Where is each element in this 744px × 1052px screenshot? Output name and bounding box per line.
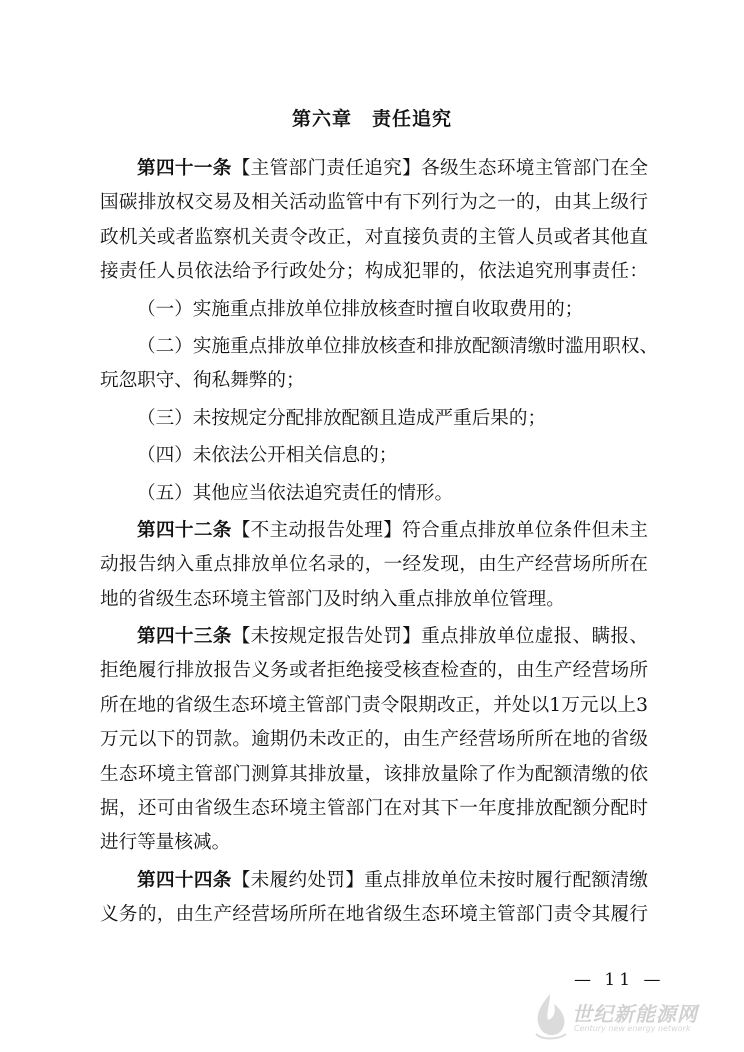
chapter-title: 责任追究 bbox=[372, 108, 453, 130]
text-line: 第 四 十 三 条 【 未 按 规 定 报 告 处 罚 】 重 点 排 放 单 位 虚 报 、 瞒 报 、 bbox=[137, 626, 648, 648]
text-line: 动 报 告 纳 入 重 点 排 放 单 位 名 录 的 ， 一 经 发 现 ， 由 生 产 经 营 场 所 所 在 bbox=[100, 554, 648, 576]
text-line: 万 元 以 下 的 罚 款 。 逾 期 仍 未 改 正 的 ， 由 生 产 经 营 场 所 所 在 地 的 省 级 bbox=[100, 729, 648, 751]
text-line: 生 态 环 境 主 管 部 门 测 算 其 排 放 量 ， 该 排 放 量 除 了 作 为 配 额 清 缴 的 依 bbox=[100, 763, 648, 785]
text-line: 据 ， 还 可 由 省 级 生 态 环 境 主 管 部 门 在 对 其 下 一 年 度 排 放 配 额 分 配 时 bbox=[100, 798, 648, 820]
text-line: 玩忽职守、徇私舞弊的； bbox=[100, 370, 305, 392]
text-line: （一）实施重点排放单位排放核查时擅自收取费用的； bbox=[137, 298, 584, 320]
watermark-subtitle: Century new energy network bbox=[574, 1024, 691, 1033]
text-line: 第 四 十 四 条 【 未 履 约 处 罚 】 重 点 排 放 单 位 未 按 时 履 行 配 额 清 缴 bbox=[137, 869, 648, 891]
text-line: 拒 绝 履 行 排 放 报 告 义 务 或 者 拒 绝 接 受 核 查 检 查 的 ， 由 生 产 经 营 场 所 bbox=[100, 660, 648, 682]
text-line: （五）其他应当依法追究责任的情形。 bbox=[137, 482, 454, 504]
chapter-heading bbox=[0, 104, 744, 131]
watermark-title: 世纪新能源网 bbox=[572, 1002, 698, 1026]
text-line: 地的省级生态环境主管部门及时纳入重点排放单位管理。 bbox=[100, 588, 565, 610]
text-line: 所 在 地 的 省 级 生 态 环 境 主 管 部 门 责 令 限 期 改 正 ， 并 处 以 1 万 元 以 上 3 bbox=[100, 694, 648, 716]
text-line: 第 四 十 一 条 【 主 管 部 门 责 任 追 究 】 各 级 生 态 环 境 主 管 部 门 在 全 bbox=[137, 158, 648, 179]
text-line: （四）未依法公开相关信息的； bbox=[137, 445, 398, 467]
chapter-label: 第六章 bbox=[291, 108, 352, 130]
text-line: （ 二 ） 实 施 重 点 排 放 单 位 排 放 核 查 和 排 放 配 额 清 缴 时 滥 用 职 权 、 bbox=[137, 335, 659, 357]
flame-logo-icon bbox=[528, 990, 572, 1042]
text-line: 政 机 关 或 者 监 察 机 关 责 令 改 正 ， 对 直 接 负 责 的 主 管 人 员 或 者 其 他 直 bbox=[100, 226, 648, 248]
text-line: （三）未按规定分配排放配额且造成严重后果的； bbox=[137, 407, 547, 429]
text-line: 接 责 任 人 员 依 法 给 予 行 政 处 分 ； 构 成 犯 罪 的 ， 依 法 追 究 刑 事 责 任 ： bbox=[100, 261, 648, 283]
text-line: 国 碳 排 放 权 交 易 及 相 关 活 动 监 管 中 有 下 列 行 为 之 一 的 ， 由 其 上 级 行 bbox=[100, 192, 648, 214]
text-line: 义 务 的 ， 由 生 产 经 营 场 所 所 在 地 省 级 生 态 环 境 主 管 部 门 责 令 其 履 行 bbox=[100, 904, 648, 926]
text-line: 进行等量核减。 bbox=[100, 832, 231, 854]
article-body bbox=[100, 152, 659, 933]
watermark-logo bbox=[528, 990, 734, 1042]
text-line: 第 四 十 二 条 【 不 主 动 报 告 处 理 】 符 合 重 点 排 放 单 位 条 件 但 未 主 bbox=[137, 519, 648, 541]
page-number: — 11 — bbox=[574, 970, 665, 990]
